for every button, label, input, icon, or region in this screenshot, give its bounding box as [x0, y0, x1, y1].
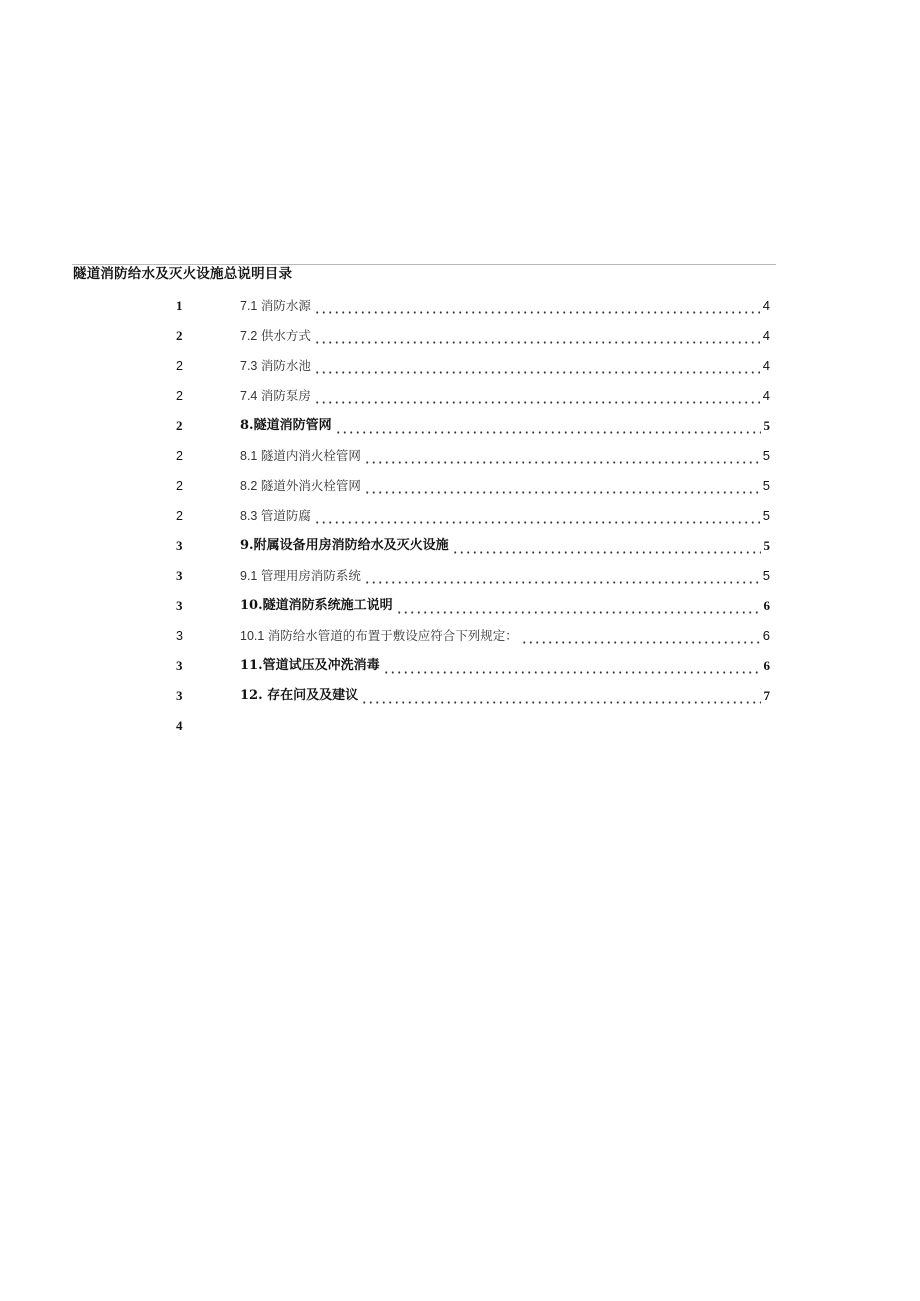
toc-entry-link[interactable] — [240, 658, 770, 674]
toc-row-number: 3 — [176, 538, 183, 553]
toc-entry-page-number: 6 — [763, 598, 770, 613]
toc-entry-label: 7.1 消防水源 — [240, 299, 311, 313]
dot-leader — [364, 454, 760, 464]
dot-leader — [383, 664, 761, 674]
dot-leader — [364, 574, 760, 584]
toc-entry-page-number: 7 — [763, 688, 770, 703]
toc-entry-label: 8.1 隧道内消火栓管网 — [240, 449, 361, 463]
toc-entry-label: 8.2 隧道外消火栓管网 — [240, 479, 361, 493]
toc-entry-label: 9.1 管理用房消防系统 — [240, 569, 361, 583]
dot-leader — [314, 334, 760, 344]
toc-row — [0, 322, 920, 352]
toc-entry-label: 12. 存在问及及建议 — [240, 688, 359, 703]
toc-entry-page-number: 5 — [762, 478, 770, 493]
toc-entry-label: 7.2 供水方式 — [240, 329, 311, 343]
toc-entry-label: 9.附属设备用房消防给水及灭火设施 — [240, 538, 449, 553]
toc-row — [0, 652, 920, 682]
toc-entry-page-number: 5 — [763, 538, 770, 553]
toc-entry-label: 11.管道试压及冲洗消毒 — [240, 658, 380, 673]
toc-row-number: 2 — [176, 449, 183, 463]
toc-row — [0, 352, 920, 382]
toc-row-number: 3 — [176, 658, 183, 673]
toc-entry-page-number: 6 — [763, 658, 770, 673]
dot-leader — [361, 694, 760, 704]
toc-row-number: 2 — [176, 418, 183, 433]
toc-entry-label: 7.4 消防泵房 — [240, 389, 311, 403]
toc-entry-page-number: 6 — [762, 628, 770, 643]
toc-row — [0, 562, 920, 592]
toc-entry-label: 8.隧道消防管网 — [240, 418, 332, 433]
toc-row — [0, 682, 920, 712]
toc-row — [0, 292, 920, 322]
dot-leader — [314, 394, 760, 404]
toc-row — [0, 472, 920, 502]
toc-entry-link[interactable] — [240, 478, 770, 494]
toc-row — [0, 442, 920, 472]
toc-entry-page-number: 5 — [763, 418, 770, 433]
toc-row-number: 2 — [176, 509, 183, 523]
toc-entry-link[interactable] — [240, 358, 770, 374]
toc-row-number: 2 — [176, 359, 183, 373]
toc-row-number: 4 — [176, 718, 183, 733]
toc-row — [0, 412, 920, 442]
toc-row — [0, 532, 920, 562]
toc-row-number: 2 — [176, 328, 183, 343]
toc-entry-label: 10.1 消防给水管道的布置于敷设应符合下列规定： — [240, 629, 518, 643]
toc-entry-label: 7.3 消防水池 — [240, 359, 311, 373]
toc-entry-link[interactable] — [240, 298, 770, 314]
toc-row-number: 1 — [176, 298, 183, 313]
toc-title: 隧道消防给水及灭火设施总说明目录 — [73, 266, 293, 282]
toc-row — [0, 502, 920, 532]
toc-entry-link[interactable] — [240, 598, 770, 614]
dot-leader — [396, 604, 761, 614]
toc-entry-page-number: 4 — [762, 358, 770, 373]
toc-row-number: 3 — [176, 598, 183, 613]
dot-leader — [364, 484, 760, 494]
toc-entry-link[interactable] — [240, 388, 770, 404]
toc-entry-link[interactable] — [240, 418, 770, 434]
toc-entry-link[interactable] — [240, 688, 770, 704]
toc-entry-link[interactable] — [240, 508, 770, 524]
toc-row-number: 2 — [176, 479, 183, 493]
toc-entry-link[interactable] — [240, 328, 770, 344]
toc-entry-page-number: 4 — [762, 298, 770, 313]
toc-entry-label: 8.3 管道防腐 — [240, 509, 311, 523]
toc-row — [0, 712, 920, 742]
toc-entry-label: 10.隧道消防系统施工说明 — [240, 598, 393, 613]
toc-entry-page-number: 5 — [762, 448, 770, 463]
toc-entry-page-number: 4 — [762, 388, 770, 403]
toc-row — [0, 592, 920, 622]
toc-row-number: 2 — [176, 389, 183, 403]
dot-leader — [521, 634, 760, 644]
dot-leader — [314, 514, 760, 524]
toc-entry-link[interactable] — [240, 568, 770, 584]
toc-row — [0, 622, 920, 652]
toc-row-number: 3 — [176, 688, 183, 703]
toc-entry-page-number: 5 — [762, 568, 770, 583]
toc-entry-link[interactable] — [240, 628, 770, 644]
toc-row-number: 3 — [176, 629, 183, 643]
toc-row-number: 3 — [176, 568, 183, 583]
toc-entry-link[interactable] — [240, 538, 770, 554]
dot-leader — [314, 304, 760, 314]
toc-entry-page-number: 4 — [762, 328, 770, 343]
dot-leader — [452, 544, 761, 554]
toc-row — [0, 382, 920, 412]
toc-entry-link[interactable] — [240, 448, 770, 464]
dot-leader — [314, 364, 760, 374]
toc-entry-page-number: 5 — [762, 508, 770, 523]
dot-leader — [335, 424, 761, 434]
